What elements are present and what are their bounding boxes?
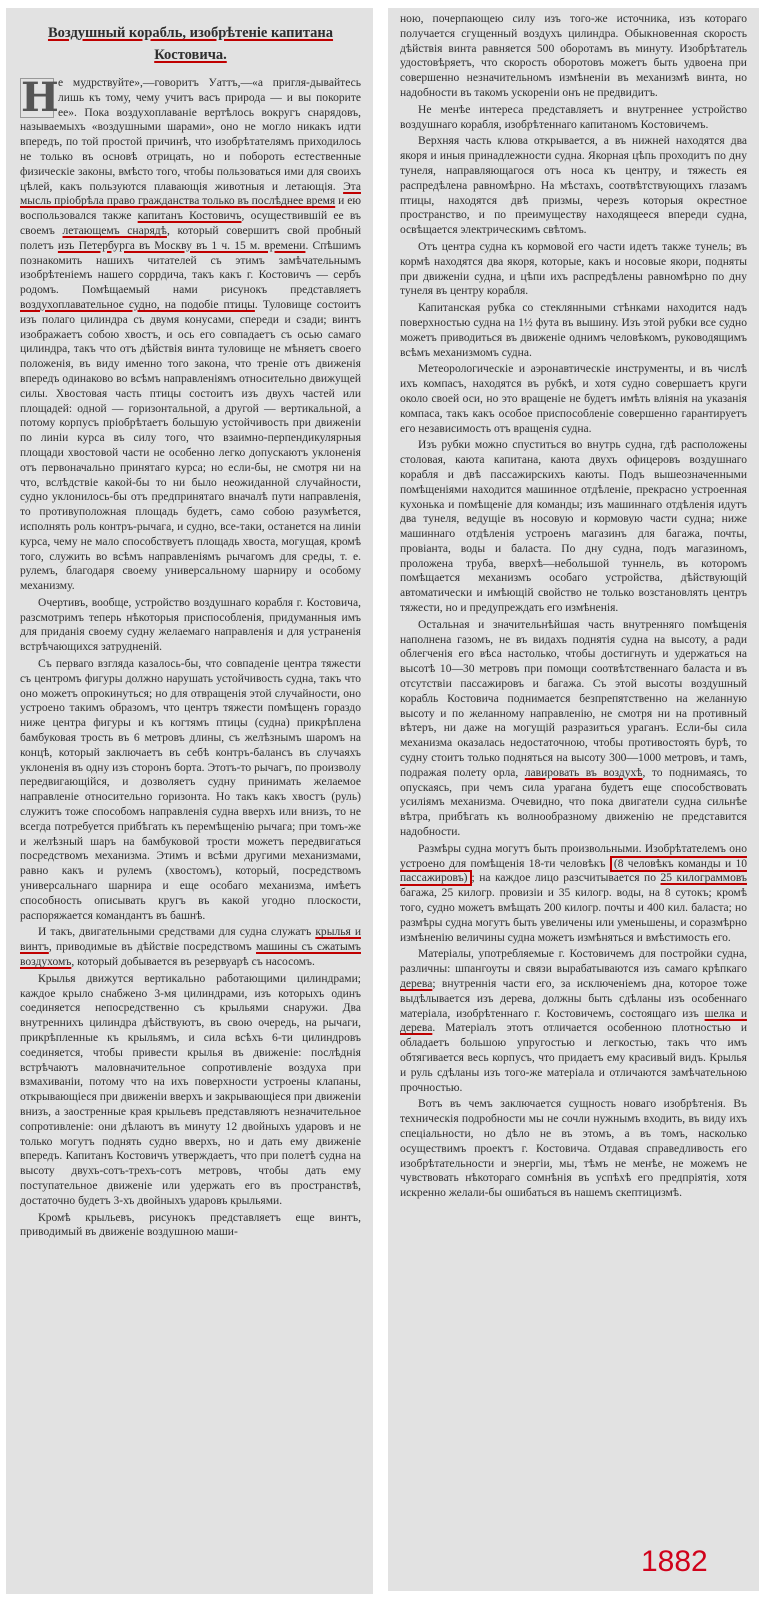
underlined-phrase: капитанъ Костовичъ <box>137 210 242 223</box>
paragraph: Съ перваго взгляда казалось-бы, что совпаденіе центра тяжести съ центромъ фигуры должно нарушать устойчивость судна, такъ что оно можетъ опрокинуться; но для отвращенія этой случайности, оно устроено такимъ образомъ, что центръ тяжести помѣщенъ гораздо ниже центра фигуры и къ когтямъ птицы (судна) прикрѣплена бамбуковая трость въ 6 метровъ длины, съ желѣзнымъ шаромъ на концѣ, который заключаетъ въ себѣ контръ-балансъ въ случаяхъ уклоненія въ одну изъ сторонъ борта. Этотъ-то рычагъ, по произволу передвигающійся, и дозволяетъ судну принимать желаемое направленіе относительно горизонта. Но такъ какъ хвостъ (руль) служитъ тоже способомъ направленія судна вверхъ или внизъ, то не всегда потребуется прибѣгать къ перемѣщенію рычага; при томъ-же и желѣзный шаръ на бамбуковой трости можетъ передвигаться посредствомъ механизма. Этимъ и всѣми другими механизмами, равно какъ и рулемъ (хвостомъ), который, посредствомъ универсальнаго шарнира и еще особаго механизма, имѣетъ способность описывать кругъ въ какой угодно плоскости, распоряжается командантъ въ башнѣ. <box>20 658 361 922</box>
title-line-1: Воздушный корабль, изобрѣтеніе капитана <box>47 25 334 41</box>
underlined-phrase: изъ Петербурга въ Москву въ 1 ч. 15 м. времени <box>57 239 306 252</box>
paragraph: Остальная и значительнѣйшая часть внутренняго помѣщенія наполнена газомъ, не въ видахъ поднятія судна на высоту, а ради облегченія его вѣса настолько, чтобы достигнуть и удержаться на высотѣ 10—30 метровъ при помощи соотвѣтственнаго баласта и въ отсутствіи пассажировъ и багажа. Съ этой высоты воздушный корабль Костовича поднимается безпрепятственно на желанную высоту и по желанному направленію, не смотря ни на противный вѣтеръ, ни даже на могущій разразиться ураганъ. Если-бы сила механизма оказалась недостаточною, чтобы противостоять бурѣ, то судну стоитъ только подняться на высоту 300—1000 метровъ, и тамъ, подражая полету орла, лавировать въ воздухѣ, то поднимаясь, то опускаясь, при чемъ сила урагана будетъ еще способствовать усиліямъ механизма. Очевидно, что пока двигатели судна сильнѣе вѣтра, прибѣгать къ волнообразному движенію не представится надобности. <box>400 618 747 839</box>
underlined-phrase: дерева <box>400 978 433 990</box>
article-title <box>20 22 361 66</box>
paragraph: Верхняя часть клюва открывается, а въ нижней находятся два якоря и иныя принадлежности судна. Якорная цѣпь проходитъ по дну тунеля, направляющагося отъ носа къ центру, и тяжесть ея распредѣлена равномѣрно. На мѣстахъ, соотвѣтствующихъ глазамъ птицы, находятся двѣ призмы, черезъ которыя окрестное пространство, и по преимуществу находящееся впереди судна, освѣщается электрическимъ свѣтомъ. <box>400 135 747 237</box>
underlined-phrase: Эта мысль пріобрѣла право гражданства только въ послѣднее время <box>20 180 361 208</box>
underlined-phrase: 25 килограммовъ <box>660 872 748 885</box>
paragraph: ною, почерпающею силу изъ того-же источника, изъ котораго получается сгущенный воздухъ цилиндра. Обыкновенная скорость дѣйствія винта равняется 500 оборотамъ въ минуту. Изобрѣтатель удостовѣряетъ, что скорость оборотовъ можетъ быть удвоена при совершенно незначительномъ измѣненіи въ механизмѣ винта, но надобности въ такомъ ускореніи онъ не предвидитъ. <box>400 13 747 99</box>
year-annotation: 1882 <box>641 1545 708 1578</box>
left-column <box>6 8 373 1594</box>
paragraph: Отъ центра судна къ кормовой его части идетъ также тунель; въ кормѣ находятся два якоря, которые, какъ и носовые якори, подняты при движеніи судна, и цѣпи ихъ распредѣлены равномѣрно по дну тунеля въ центру корабля. <box>400 240 747 298</box>
underlined-phrase: летающемъ снарядѣ <box>62 224 167 237</box>
underlined-phrase: шелка и дерева <box>400 1007 747 1035</box>
underlined-phrase: лавировать въ воздухѣ <box>524 766 643 779</box>
underlined-phrase: крылья и винтъ <box>20 926 361 954</box>
paragraph: Метеорологическіе и аэронавтическіе инструменты, и въ числѣ ихъ компасъ, находятся въ рубкѣ, и хотя судно совершаетъ круги около своей оси, но это вращеніе не будетъ имѣть вліянія на указанія компаса, такъ какъ особое приспособленіе совершенно гарантируетъ его независимость отъ вращенія судна. <box>400 363 747 435</box>
boxed-phrase: (8 человѣкъ команды и 10 пассажировъ) <box>400 857 747 885</box>
paragraph: Крылья движутся вертикально работающими цилиндрами; каждое крыло снабжено 3-мя цилиндрами, изъ которыхъ одинъ соединяется непосредственно съ крыльями снаружи. Два внутреннихъ цилиндра дѣйствуютъ, въ свою очередь, на рычаги, прикрѣпленные къ крыльямъ, и сила всѣхъ 6-ти цилиндровъ соединяется, чтобы привести крылья въ движеніе: послѣднія встрѣчаютъ маловначительное сопротивленіе воздуха при взмахиваніи, потому что на ихъ поверхности устроены клапаны, открывающіеся при движеніи вверхъ и закрывающіеся при движеніи внизъ, а заостренные края крыльевъ представляютъ незначительное сопротивленіе: они дѣлаютъ въ минуту 12 двойныхъ ударовъ и не только могутъ поднять судно вверхъ, но и дать ему движеніе впередъ. Капитанъ Костовичъ утверждаетъ, что при полетѣ судна на высоту двухъ-сотъ-трехъ-сотъ метровъ, чтобы дать ему поступательное движеніе или удержать его въ пространствѣ, достаточно будетъ 3-хъ двойныхъ ударовъ крыльями. <box>20 972 361 1207</box>
right-column <box>388 8 759 1591</box>
paragraph: Не менѣе интереса представляетъ и внутреннее устройство воздушнаго корабля, изобрѣтеннаго капитаномъ Костовичемъ. <box>400 103 747 131</box>
paragraph: Размѣры судна могутъ быть произвольными. Изобрѣтателемъ оно устроено для помѣщенія 18-ти человѣкъ (8 человѣкъ команды и 10 пассажировъ) ; на каждое лицо разсчитывается по 25 килограммовъ багажа, 25 килогр. провизіи и 35 килогр. воды, на 8 сутокъ; кромѣ того, судно можетъ вмѣщать 200 килогр. почты и 400 кил. баласта; но размѣры судна могутъ быть увеличены или уменьшены, и соразмѣрно измѣненію величины судна можетъ измѣняться и вмѣстимость его. <box>400 842 748 944</box>
paragraph: Вотъ въ чемъ заключается сущность новаго изобрѣтенія. Въ техническія подробности мы не сочли нужнымъ входить, въ виду ихъ спеціальности, но дѣло не въ этомъ, а въ томъ, насколько осуществимъ проектъ г. Костовича. Отдавая справедливость его изобрѣтательности и энергіи, мы, тѣмъ не менѣе, не можемъ не чувствовать нѣкотораго сомнѣнія въ успѣхѣ его предпріятія, хотя искренно желали-бы ошибаться въ нашемъ скептицизмѣ. <box>400 1098 747 1200</box>
paragraph: Очертивъ, вообще, устройство воздушнаго корабля г. Костовича, разсмотримъ теперь нѣкоторыя приспособленія, придуманныя имъ для приданія своему судну желаемаго направленія и для устраненія встрѣчающихся затрудненій. <box>20 596 361 654</box>
paragraph-intro: Н е мудрствуйте»,—говоритъ Уаттъ,—«а пригля-дывайтесь лишь къ тому, чему учитъ васъ природа — и вы покорите ее». Пока воздухоплаваніе вертѣлось вокругъ снарядовъ, называемыхъ «воздушными шарами», оно не могло никакъ идти впередъ, по той простой причинѣ, что изобрѣтателямъ приходилось не только въ основѣ отрицать, но и побороть естественные физическіе законы, вмѣсто того, чтобы пользоваться ими для своихъ цѣлей, какъ пользуются плавающія животныя и летающія. Эта мысль пріобрѣла право гражданства только въ послѣднее время и ею воспользовался также капитанъ Костовичъ, осуществившій ее въ своемъ летающемъ снарядѣ, который совершитъ свой пробный полетъ изъ Петербурга въ Москву въ 1 ч. 15 м. времени. Спѣшимъ познакомить нашихъ читателей съ этимъ замѣчательнымъ изобрѣтеніемъ нашего соррдича, такъ какъ г. Костовичъ — сербъ родомъ. Помѣщаемый нами рисунокъ представляетъ воздухоплавательное судно, на подобіе птицы. Туловище состоитъ изъ полаго цилиндра съ двумя конусами, спереди и сзади; винтъ изображаетъ собою хвостъ, и ось его совпадаетъ съ осью самаго цилиндра, такъ что отъ дѣйствія винта туловище не мѣняетъ своего положенія, въ виду именно того закона, что треніе отъ движенія впередъ одинаково во всѣмъ направленіямъ относительно движущей силы. Хвостовая часть птицы состоитъ изъ двухъ частей или площадей: одной — горизонтальной, а другой — вертикальной, а потому корпусъ пріобрѣтаетъ большую устойчивость при движеніи по линіи курса въ силу того, что взаимно-перпендикулярныя площади хвостовой части не особенно легко допускаютъ уклоненія отъ первоначально принятаго курса; но если-бы, не смотря ни на что, вслѣдствіе какой-бы то ни было неожиданной случайности, судно уклонилось-бы отъ предпринятаго вначалѣ пути направленія, то противуположная площадь будетъ, само собою разумѣется, исполнять роль контръ-рычага, и судно, все-таки, останется на линіи курса, чему не мало способствуетъ площадь хвоста, могущая, кромѣ того, служить во всѣмъ направленіямъ рычагомъ для среды, т. е. рулемъ, благодаря своему универсальному шарниру и особому механизму. <box>20 74 361 593</box>
underlined-phrase: воздухоплавательное судно, на подобіе птицы <box>20 298 255 311</box>
paragraph: Изъ рубки можно спуститься во внутрь судна, гдѣ расположены столовая, каюта капитана, каюта двухъ офицеровъ воздушнаго корабля и двѣ пассажирскихъ каюты. Подъ вышеозначенными помѣщеніями находится машинное отдѣленіе, прекрасно устроенная кухонька и помѣщеніе для команды; изъ машиннаго отдѣленія идутъ два тунеля, ведущіе въ носовую и кормовую части судна; ниже машиннаго отдѣленія устроенъ магазинъ для багажа, почты, провіанта, воды и баласта. По дну судна, подъ магазиномъ, проложена труба, вверхѣ—небольшой туннель, въ которомъ помѣщается механизмъ особаго устройства, дѣйствующій автоматически и имѣющій свойство не только возстановлять центръ тяжести, но и предупреждать его измѣненія. <box>400 439 747 615</box>
title-line-2: Костовича. <box>154 47 227 63</box>
underlined-phrase: машины съ сжатымъ воздухомъ <box>20 941 361 969</box>
paragraph: Капитанская рубка со стеклянными стѣнками находится надъ поверхностью судна на 1½ фута въ вышину. Изъ этой рубки все судно можетъ приводиться въ движеніе однимъ человѣкомъ, руководящимъ всѣмъ механизмомъ судна. <box>400 302 747 359</box>
paragraph: Кромѣ крыльевъ, рисунокъ представляетъ еще винтъ, приводимый въ движеніе воздушною маши- <box>20 1211 361 1239</box>
dropcap-letter: Н <box>21 74 59 121</box>
paragraph: Матеріалы, употребляемые г. Костовичемъ для постройки судна, различны: шпангоуты и связи вырабатываются изъ самаго крѣпкаго дерева; внутреннія части его, за исключеніемъ дна, которое тоже выдѣлывается изъ дерева, должны быть сдѣланы изъ особеннаго матеріала, изобрѣтеннаго г. Костовичемъ, состоящаго изъ шелка и дерева. Матеріалъ этотъ отличается особенною плотностью и обладаетъ большою упругостью и легкостью, такъ что имъ обтягивается весь корпусъ, что придаетъ ему красивый видъ. Крылья и руль сдѣланы изъ того-же матеріала и отличаются замѣчательною прочностью. <box>400 948 747 1094</box>
paragraph: И такъ, двигательными средствами для судна служатъ крылья и винтъ, приводимые въ дѣйствіе посредствомъ машины съ сжатымъ воздухомъ, который добывается въ резервуарѣ съ насосомъ. <box>20 926 361 969</box>
